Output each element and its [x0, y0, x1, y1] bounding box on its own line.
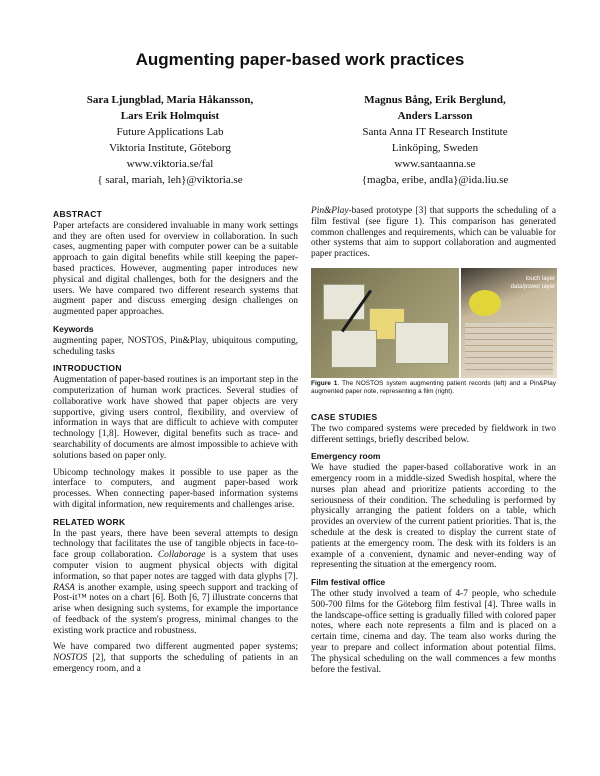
- institute: Viktoria Institute, Göteborg: [109, 142, 231, 154]
- case-studies-text: The two compared systems were preceded by fieldwork in two different settings, briefly described below.: [311, 423, 556, 445]
- right-column: [311, 206, 556, 681]
- figure-caption: Figure 1. The NOSTOS system augmenting patient records (left) and a Pin&Play augmented paper note, representing a film (right).: [311, 379, 556, 395]
- abstract-text: Paper artefacts are considered invaluable in many work settings and they are often used for overview in collaboration. In such cases, augmenting paper with computer power can be a suitable approach to gain digital benefits while still keeping the paper-based practices. However, augmenting paper introduces new physical and digital challenges, both for the designers and the users. We have compared two different research systems that augment paper and discuss emerging design challenges on augmented paper approaches.: [53, 220, 298, 318]
- affiliation: Future Applications Lab: [116, 126, 224, 138]
- author-names: Lars Erik Holmquist: [120, 110, 220, 122]
- author-names: Magnus Bång, Erik Berglund,: [364, 94, 506, 106]
- author-block-left: [40, 92, 300, 188]
- introduction-heading: INTRODUCTION: [53, 363, 122, 374]
- keywords-heading: Keywords: [53, 323, 94, 334]
- author-url: www.santaanna.se: [394, 158, 476, 170]
- abstract-heading: ABSTRACT: [53, 209, 103, 219]
- paper-title: Augmenting paper-based work practices: [135, 50, 465, 69]
- affiliation: Santa Anna IT Research Institute: [362, 126, 508, 138]
- author-names: Sara Ljungblad, Maria Håkansson,: [86, 94, 254, 106]
- related-work-continued: Pin&Play-based prototype [3] that supports the scheduling of a film festival (see figure 1). This comparison has generated common challenges and requirements, which can be valuable for other systems that aim to support collaboration and augmented paper practices.: [311, 206, 556, 260]
- institute: Linköping, Sweden: [391, 142, 479, 154]
- introduction-paragraph: Augmentation of paper-based routines is an important step in the computerization of human work practices. Several studies of collaborative work have showed that paper objects are very supportive, giving users control, flexibility, and overview of information in ways that are difficult to achieve with computer technology [1,8]. However, digital benefits such as trace- and searchability of documents are almost impossible to achieve with solutions based on paper only.: [53, 375, 298, 461]
- pinplay-photo: touch layer data/power layer: [461, 268, 557, 378]
- film-festival-heading: Film festival office: [311, 577, 386, 588]
- emergency-room-text: We have studied the paper-based collaborative work in an emergency room in a middle-sized Swedish hospital, where the nurses plan ahead and prioritize patients according to the seriousness of their condition. The scheduling is performed by physically arranging the patient folders on a table, which provides an overview of the current patient priorities. That is, the schedule at the desk is created to display the current state of patients at the emergency room. The desk with its folders is an example of a convenient, dynamic and never-ending way of representing the situation at the emergency room.: [311, 463, 556, 571]
- keywords-text: augmenting paper, NOSTOS, Pin&Play, ubiquitous computing, scheduling tasks: [53, 335, 298, 357]
- related-work-paragraph: We have compared two different augmented paper systems; NOSTOS [2], that supports the scheduling of patients in an emergency room, and a: [53, 642, 298, 675]
- film-festival-text: The other study involved a team of 4-7 people, who schedule 500-700 films for the Göteborg film festival [4]. Three walls in the landscape-office setting is gradually filled with colored paper notes, where each note represents a film and is placed on a certain time, cinema and day. The team also works during the year to prepare and collect information about potential films. The physical scheduling on the wall commences a few months before the festival.: [311, 588, 556, 675]
- case-studies-heading: CASE STUDIES: [311, 411, 378, 422]
- figure-1: [311, 268, 556, 396]
- author-url: www.viktoria.se/fal: [126, 158, 214, 170]
- emergency-room-heading: Emergency room: [311, 451, 381, 462]
- nostos-photo: [311, 268, 459, 378]
- related-work-paragraph: In the past years, there have been several attempts to design technology that facilitates the use of tangible objects in face-to-face group collaboration. Collaborage is a system that uses computer vision to augment physical objects with digital information, so that paper notes are tagged with data glyphs [7]. RASA is another example, using speech support and tracking of Post-it™ notes on a chart [6]. Both [6, 7] illustrate concerns that arise when designing such systems, for example the importance of feedback of the system's progress, minimal changes to the existing work practice and robustness.: [53, 528, 298, 636]
- author-email: {magba, eribe, andla}@ida.liu.se: [361, 174, 509, 186]
- related-work-heading: RELATED WORK: [53, 516, 126, 527]
- author-email: { saral, mariah, leh}@viktoria.se: [97, 174, 243, 186]
- author-names: Anders Larsson: [397, 110, 473, 122]
- left-column: [53, 209, 298, 681]
- author-block-right: [305, 92, 565, 188]
- introduction-paragraph: Ubicomp technology makes it possible to use paper as the interface to computers, and augment paper-based work processes. When connecting paper-based information systems with digital information, new requirements and challenges arise.: [53, 467, 298, 510]
